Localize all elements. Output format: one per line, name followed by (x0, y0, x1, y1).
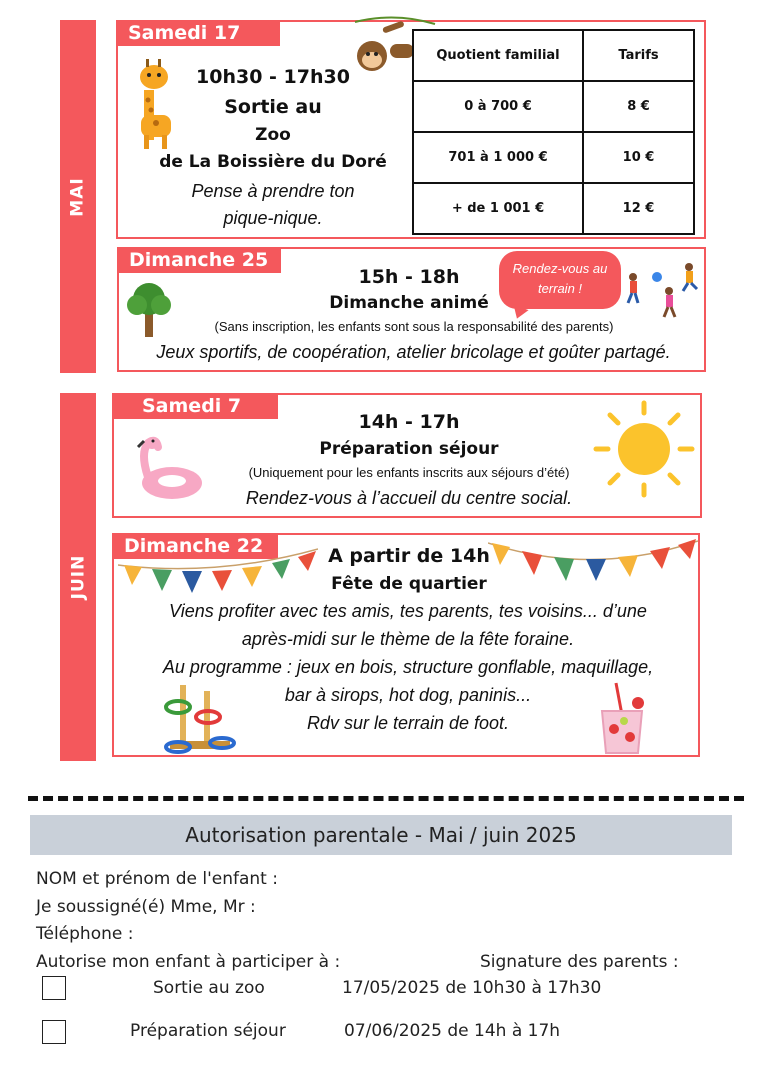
event-line: Viens profiter avec tes amis, tes parents, tes voisins... d’une (169, 601, 647, 621)
table-cell: 0 à 700 € (413, 81, 583, 132)
month-label-may: MAI (68, 176, 88, 217)
event-card-stay-prep (112, 393, 702, 518)
event-title: de La Boissière du Doré (159, 152, 387, 172)
tree-icon (125, 279, 175, 339)
event-time: A partir de 14h (328, 545, 490, 567)
month-bar-may (60, 20, 96, 373)
signature-label: Signature des parents : (480, 952, 679, 972)
event-card-sunday-animated (117, 247, 706, 372)
event-note: Pense à prendre ton (191, 181, 355, 201)
table-cell: 10 € (583, 132, 694, 183)
event-title: Sortie au (224, 96, 322, 118)
event-line: bar à sirops, hot dog, paninis... (284, 685, 532, 705)
event-subtitle: (Uniquement pour les enfants inscrits aux séjours d’été) (248, 465, 570, 480)
child-name-field[interactable]: NOM et prénom de l'enfant : (36, 869, 278, 889)
drink-glass-icon (596, 681, 648, 757)
event-line: Rdv sur le terrain de foot. (306, 713, 510, 733)
zoo-checkbox[interactable] (42, 976, 66, 1000)
event-card-neighborhood-party (112, 533, 700, 757)
month-label-june: JUIN (68, 554, 88, 600)
event-note: pique-nique. (223, 208, 323, 228)
table-cell: 8 € (583, 81, 694, 132)
ring-toss-icon (160, 681, 250, 755)
kids-playing-icon (623, 263, 703, 327)
table-cell: 701 à 1 000 € (413, 132, 583, 183)
stay-prep-checkbox[interactable] (42, 1020, 66, 1044)
event-date: Dimanche 22 (112, 533, 278, 559)
table-header: Quotient familial (413, 30, 583, 81)
month-bar-june (60, 393, 96, 761)
event-title: Fête de quartier (331, 574, 487, 594)
bunting-flags (118, 543, 318, 603)
tarifs-table (412, 29, 695, 235)
parent-name-field[interactable]: Je soussigné(é) Mme, Mr : (36, 897, 256, 917)
bunting-flags (488, 537, 698, 597)
table-cell: + de 1 001 € (413, 183, 583, 234)
authorization-header (30, 815, 732, 855)
event-note: Jeux sportifs, de coopération, atelier bricolage et goûter partagé. (156, 342, 671, 362)
option-label: Sortie au zoo (153, 978, 265, 998)
option-when: 07/06/2025 de 14h à 17h (344, 1021, 561, 1041)
option-label: Préparation séjour (130, 1021, 286, 1041)
cut-line (28, 796, 744, 801)
authorize-label: Autorise mon enfant à participer à : (36, 952, 341, 972)
event-subtitle: (Sans inscription, les enfants sont sous la responsabilité des parents) (214, 319, 614, 334)
event-date: Dimanche 25 (117, 247, 281, 273)
table-header: Tarifs (583, 30, 694, 81)
event-time: 10h30 - 17h30 (196, 66, 350, 88)
event-time: 15h - 18h (358, 266, 460, 288)
event-title: Préparation séjour (319, 439, 499, 459)
event-title: Dimanche animé (329, 293, 489, 313)
meeting-bubble (499, 251, 621, 309)
event-card-zoo (116, 20, 706, 239)
option-when: 17/05/2025 de 10h30 à 17h30 (342, 978, 602, 998)
phone-field[interactable]: Téléphone : (36, 924, 134, 944)
event-date: Samedi 7 (112, 393, 278, 419)
event-line: après-midi sur le thème de la fête foraine. (241, 629, 575, 649)
bubble-text: terrain ! (537, 281, 583, 296)
event-date: Samedi 17 (116, 20, 280, 46)
event-time: 14h - 17h (358, 411, 460, 433)
event-line: Au programme : jeux en bois, structure gonflable, maquillage, (162, 657, 654, 677)
event-note: Rendez-vous à l’accueil du centre social. (245, 488, 573, 508)
bubble-text: Rendez-vous au (512, 261, 608, 276)
table-cell: 12 € (583, 183, 694, 234)
sun-icon (592, 399, 696, 499)
event-title: Zoo (255, 125, 291, 145)
authorization-title: Autorisation parentale - Mai / juin 2025 (185, 823, 577, 847)
